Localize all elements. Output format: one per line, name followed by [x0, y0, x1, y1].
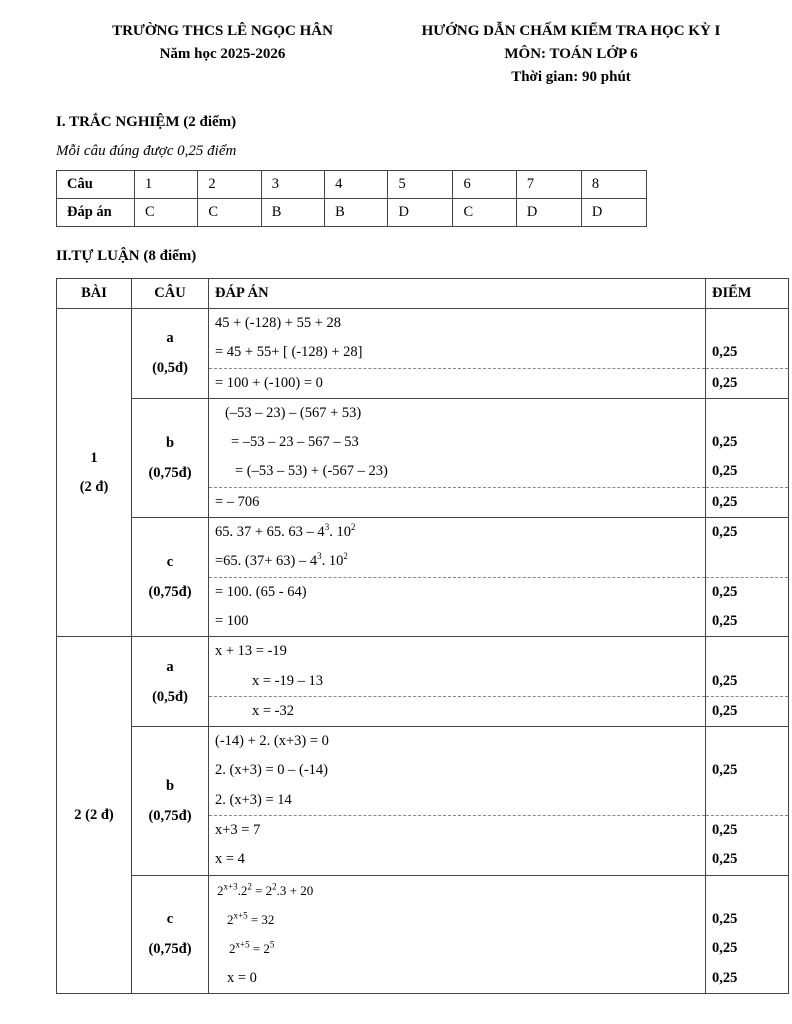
- subject: MÔN: TOÁN LỚP 6: [504, 46, 638, 62]
- school-year: Năm học 2025-2026: [159, 46, 286, 62]
- cau-b: [132, 398, 209, 517]
- cau-b: [132, 727, 209, 875]
- bai1-a-row: [57, 309, 789, 399]
- answer-row: [57, 199, 647, 227]
- answer-cell: [209, 637, 706, 727]
- score: 0,25: [712, 612, 738, 629]
- answer-value: C: [453, 199, 516, 227]
- score-cell: [706, 727, 789, 875]
- score: 0,25: [706, 577, 788, 607]
- cau-points: (0,75đ): [148, 584, 192, 601]
- answer-line: = 45 + 55+ [ (-128) + 28]: [215, 344, 363, 361]
- score: [706, 786, 788, 815]
- cau-points: (0,75đ): [148, 807, 192, 824]
- answer-cell: [209, 727, 706, 875]
- cau-a: [132, 309, 209, 399]
- score: 0,25: [712, 672, 738, 689]
- answer-line: 2. (x+3) = 14: [215, 791, 292, 808]
- answer-line: = –53 – 23 – 567 – 53: [231, 434, 359, 451]
- question-number: 7: [516, 171, 581, 199]
- score: 0,25: [712, 969, 738, 986]
- score: 0,25: [706, 368, 788, 398]
- score-cell: [706, 398, 789, 517]
- multiple-choice-table: [56, 170, 647, 227]
- score: 0,25: [712, 762, 738, 779]
- answer-line: x = 0: [227, 969, 257, 986]
- cau-points: (0,75đ): [148, 464, 192, 481]
- score: 0,25: [712, 910, 738, 927]
- bai2-c-row: [57, 875, 789, 993]
- question-number: 5: [388, 171, 453, 199]
- score: 0,25: [706, 487, 788, 517]
- answer-cell: [209, 309, 706, 399]
- question-label: Câu: [57, 171, 135, 199]
- part2-title: II.TỰ LUẬN (8 điểm): [56, 248, 197, 264]
- answer-line: = – 706: [209, 487, 705, 517]
- question-number: 1: [135, 171, 198, 199]
- answer-line: = 100. (65 - 64): [209, 577, 705, 607]
- answer-line: $2^{x+5} = 2^5$: [229, 939, 275, 957]
- question-number: 6: [453, 171, 516, 199]
- score-cell: [706, 518, 789, 637]
- part1-title: I. TRẮC NGHIỆM (2 điểm): [56, 114, 237, 130]
- answer-line: 2. (x+3) = 0 – (-14): [215, 762, 328, 779]
- answer-line: x = -32: [209, 696, 705, 726]
- bai2-a-row: [57, 637, 789, 727]
- duration: Thời gian: 90 phút: [511, 69, 631, 85]
- score-cell: [706, 309, 789, 399]
- essay-header-row: [57, 279, 789, 309]
- score: [706, 309, 788, 338]
- school-header: [60, 20, 385, 66]
- answer-cell: [209, 518, 706, 637]
- answer-cell: [209, 398, 706, 517]
- score: [706, 637, 788, 666]
- col-bai: BÀI: [57, 279, 132, 309]
- cau-c: [132, 518, 209, 637]
- score: 0,25: [712, 940, 738, 957]
- col-dapan: ĐÁP ÁN: [209, 279, 706, 309]
- exam-header: [390, 20, 752, 89]
- score: [706, 876, 788, 905]
- bai2-cell: [57, 637, 132, 994]
- part1-note: Mỗi câu đúng được 0,25 điểm: [56, 143, 237, 159]
- score: 0,25: [706, 696, 788, 726]
- cau-label: a: [166, 330, 174, 347]
- answer-line: (-14) + 2. (x+3) = 0: [215, 733, 329, 750]
- bai1-points: (2 đ): [79, 478, 109, 495]
- question-number: 8: [581, 171, 646, 199]
- answer-line: x+3 = 7: [209, 815, 705, 845]
- essay-table: [56, 278, 789, 994]
- question-number: 3: [261, 171, 324, 199]
- answer-value: C: [135, 199, 198, 227]
- answer-line: = (–53 – 53) + (-567 – 23): [235, 463, 388, 480]
- answer-cell: [209, 875, 706, 993]
- answer-line: 45 + (-128) + 55 + 28: [215, 315, 342, 331]
- answer-line: = 100 + (-100) = 0: [209, 368, 705, 398]
- school-name: TRƯỜNG THCS LÊ NGỌC HÂN: [112, 23, 333, 39]
- answer-value: B: [325, 199, 388, 227]
- cau-a: [132, 637, 209, 727]
- bai2-b-row: [57, 727, 789, 875]
- cau-label: c: [166, 554, 174, 571]
- answer-value: D: [516, 199, 581, 227]
- answer-label: Đáp án: [57, 199, 135, 227]
- bai2-label: 2 (2 đ): [74, 806, 114, 823]
- answer-line: x = 4: [215, 851, 245, 868]
- cau-c: [132, 875, 209, 993]
- answer-value: C: [198, 199, 261, 227]
- bai1-b-row: [57, 398, 789, 517]
- score: [706, 547, 788, 576]
- score-cell: [706, 875, 789, 993]
- answer-line: x = -19 – 13: [252, 672, 324, 689]
- answer-line: $2^{x+5} = 32$: [227, 910, 275, 927]
- cau-points: (0,75đ): [148, 941, 192, 958]
- answer-line: $2^{x+3}.2^2 = 2^2.3 + 20$: [217, 881, 314, 898]
- score: 0,25: [712, 434, 738, 451]
- bai1-cell: [57, 309, 132, 637]
- answer-line: x + 13 = -19: [215, 643, 287, 660]
- col-diem: ĐIỂM: [706, 279, 789, 309]
- answer-value: B: [261, 199, 324, 227]
- bai1-c-row: [57, 518, 789, 637]
- cau-label: a: [166, 658, 174, 675]
- score: 0,25: [712, 463, 738, 480]
- score: [706, 727, 788, 756]
- answer-line: (–53 – 23) – (567 + 53): [225, 404, 362, 421]
- cau-label: b: [165, 434, 175, 451]
- cau-label: b: [165, 777, 175, 794]
- answer-line: 65. 37 + 65. $63 - 4^3$. $10^2$: [215, 522, 356, 541]
- cau-points: (0,5đ): [152, 360, 188, 377]
- bai1-label: 1: [90, 449, 98, 466]
- score-cell: [706, 637, 789, 727]
- exam-title: HƯỚNG DẪN CHẤM KIỂM TRA HỌC KỲ I: [421, 23, 721, 39]
- col-cau: CÂU: [132, 279, 209, 309]
- question-number: 2: [198, 171, 261, 199]
- question-number: 4: [325, 171, 388, 199]
- score: 0,25: [712, 524, 738, 541]
- score: 0,25: [712, 344, 738, 361]
- answer-line: = 100: [215, 612, 249, 629]
- answer-value: D: [581, 199, 646, 227]
- score: [706, 399, 788, 428]
- answer-line: =65. $(37+ 63) - 4^3$. $10^2$: [215, 551, 348, 570]
- answer-value: D: [388, 199, 453, 227]
- question-row: [57, 171, 647, 199]
- score: 0,25: [706, 815, 788, 845]
- score: 0,25: [712, 851, 738, 868]
- cau-points: (0,5đ): [152, 688, 188, 705]
- cau-label: c: [166, 911, 174, 928]
